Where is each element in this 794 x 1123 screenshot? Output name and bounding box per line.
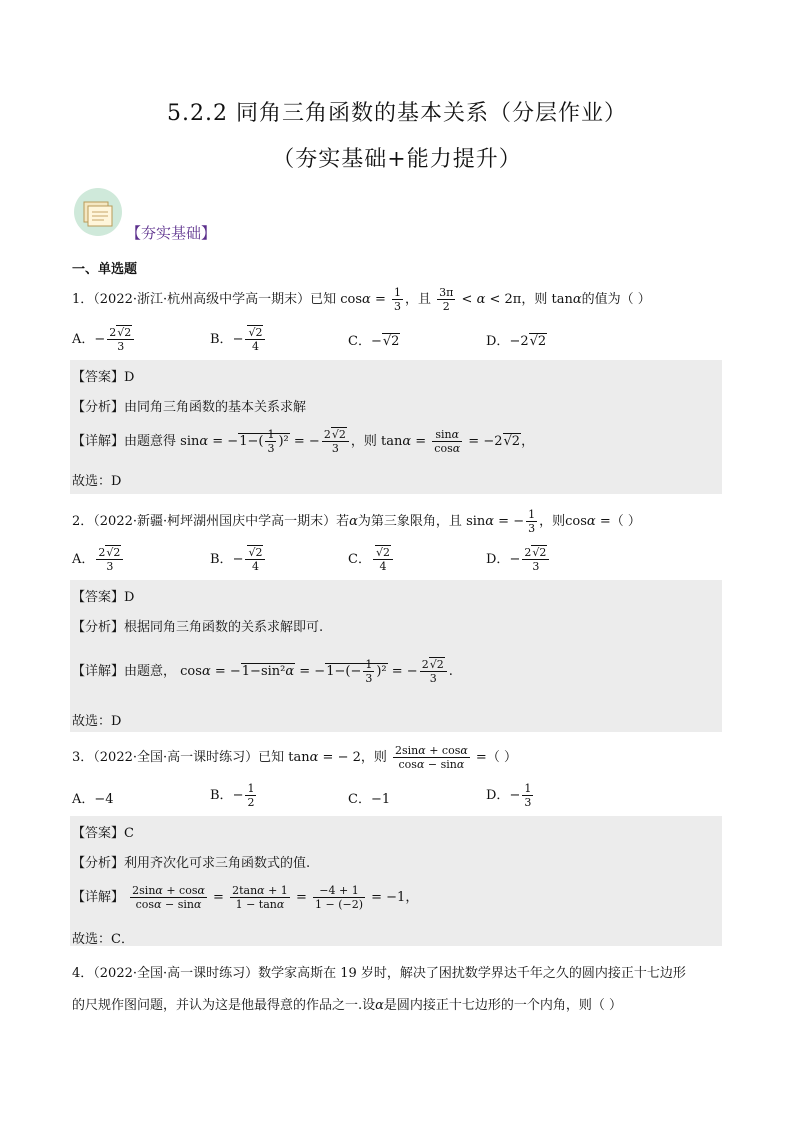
q2-stem-b: 为第三象限角，且	[357, 514, 462, 529]
q1-detail-formula-2: tanα = $\frac{\sin\alpha}{\cos\alpha}$ = −2√2，	[380, 428, 535, 455]
q2-detail-formula: cosα = −1−sin²α = −1−(− $\frac{1}{3}$ )² = − $\frac{2√2}{3}$ .	[180, 658, 453, 685]
q3-detail-label: 【详解】	[72, 890, 125, 905]
q1-detail-mid: ，则	[350, 434, 377, 449]
q1-formula-tan: tanα	[551, 292, 582, 307]
q3-option-d[interactable]: D．− $\frac{1}{3}$	[486, 782, 532, 809]
q3-solution-box	[70, 816, 722, 946]
q1-formula-cos: cosα = $\frac{1}{3}$	[340, 286, 401, 313]
q3-option-b[interactable]: B．− $\frac{1}{2}$	[210, 782, 255, 809]
q3-stem-a: 3．（2022·全国·高一课时练习）已知	[72, 750, 285, 765]
q2-solution-box	[70, 580, 722, 732]
page-subtitle: （夯实基础+能力提升）	[272, 147, 522, 172]
question-2-stem: 2．（2022·新疆·柯坪湖州国庆中学高一期末）若α为第三象限角，且 sinα = − $\frac{1}{3}$ ，则cosα =（ ）	[72, 508, 641, 535]
q1-option-d[interactable]: D．−2√2	[486, 334, 547, 349]
question-4-line-2: 的尺规作图问题，并认为这是他最得意的作品之一.设α是圆内接正十七边形的一个内角，则（ ）	[72, 998, 623, 1013]
q1-answer: 【答案】D	[72, 370, 135, 385]
q1-detail	[72, 428, 534, 455]
q2-stem-d: （ ）	[610, 514, 641, 529]
q3-option-a[interactable]: A．−4	[72, 792, 114, 807]
q3-choose: 故选：C．	[72, 932, 134, 947]
q1-stem-a: 1．（2022·浙江·杭州高级中学高一期末）已知	[72, 292, 337, 307]
q3-detail	[72, 884, 418, 911]
q2-detail-label: 【详解】由题意，	[72, 664, 177, 679]
q2-formula-sin: sinα = − $\frac{1}{3}$	[466, 508, 536, 535]
q2-stem-a: 2．（2022·新疆·柯坪湖州国庆中学高一期末）若	[72, 514, 350, 529]
q3-answer: 【答案】C	[72, 826, 134, 841]
section-label: 【夯实基础】	[126, 224, 217, 242]
page-title: 5.2.2 同角三角函数的基本关系（分层作业）	[167, 101, 627, 126]
q4-line2-a: 的尺规作图问题，并认为这是他最得意的作品之一.设	[72, 998, 376, 1013]
question-4-line-1: 4．（2022·全国·高一课时练习）数学家高斯在 19 岁时，解决了困扰数学界达千年之久的圆内接正十七边形	[72, 966, 686, 981]
q4-line2-b: 是圆内接正十七边形的一个内角，则（ ）	[383, 998, 623, 1013]
q1-solution-box	[70, 360, 722, 494]
q1-choose: 故选：D	[72, 474, 122, 489]
q1-analysis: 【分析】由同角三角函数的基本关系求解	[72, 400, 307, 415]
q1-formula-range: $\frac{3\pi}{2}$ < α < 2π	[439, 286, 522, 313]
q3-analysis: 【分析】利用齐次化可求三角函数式的值.	[72, 856, 311, 871]
q3-option-c[interactable]: C．−1	[348, 792, 391, 807]
q2-option-d[interactable]: D．− $\frac{2√2}{3}$	[486, 546, 551, 573]
q1-stem-b: ，且	[405, 292, 432, 307]
question-3-stem	[72, 744, 517, 771]
q1-stem-c: ，则	[521, 292, 548, 307]
q1-option-c[interactable]: C．−√2	[348, 334, 400, 349]
q2-choose: 故选：D	[72, 714, 122, 729]
q1-detail-formula-1: sinα = −1−( $\frac{1}{3}$ )² = − $\frac{2√2}{3}$	[180, 434, 351, 449]
q2-option-c[interactable]: C． $\frac{√2}{4}$	[348, 546, 395, 573]
section-badge-icon	[74, 188, 122, 236]
q3-stem-b: ，则	[360, 750, 387, 765]
q1-option-a[interactable]: A．− $\frac{2√2}{3}$	[72, 326, 136, 353]
q2-stem-c: ，则	[539, 514, 566, 529]
q2-detail	[72, 658, 453, 685]
q3-formula-tan: tanα = − 2	[288, 750, 361, 765]
q3-stem-c: （ ）	[486, 750, 517, 765]
q1-detail-label: 【详解】由题意得	[72, 434, 177, 449]
q2-option-a[interactable]: A． $\frac{2√2}{3}$	[72, 546, 125, 573]
q1-stem-d: 的值为（ ）	[581, 292, 651, 307]
q2-analysis: 【分析】根据同角三角函数的关系求解即可.	[72, 620, 324, 635]
q3-detail-formula: $\frac{2\sin\alpha + \cos\alpha}{\cos\alpha - \sin\alpha}$ = $\frac{2\tan\alpha + 1}{1 - \tan\alpha}$ = $\frac{-4 + 1}{1 - (-2)}$ = −1，	[132, 884, 419, 911]
notebook-icon	[74, 188, 122, 236]
q2-answer: 【答案】D	[72, 590, 135, 605]
q3-formula-frac: $\frac{2\sin\alpha + \cos\alpha}{\cos\alpha - \sin\alpha}$ =	[395, 744, 487, 771]
question-1-stem	[72, 286, 651, 313]
section-heading: 一、单选题	[72, 262, 138, 277]
q1-option-b[interactable]: B．− $\frac{√2}{4}$	[210, 326, 267, 353]
q2-option-b[interactable]: B．− $\frac{√2}{4}$	[210, 546, 267, 573]
